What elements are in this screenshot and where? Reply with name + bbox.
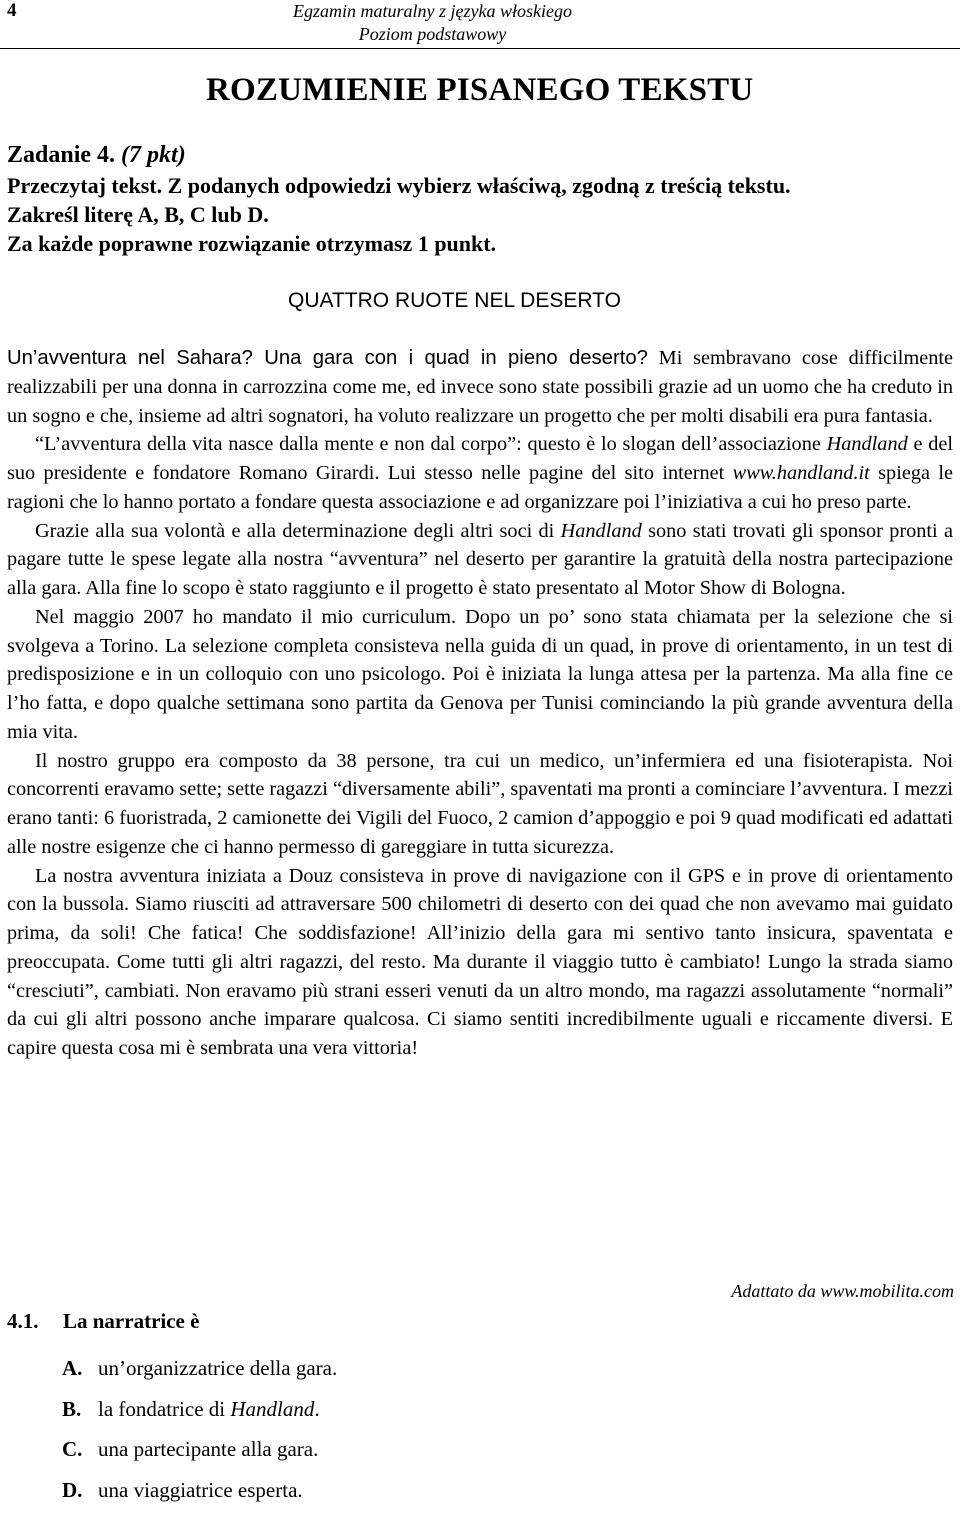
handland-name: Handland xyxy=(561,520,642,542)
page-header xyxy=(293,0,572,46)
exam-title: Egzamin maturalny z języka włoskiego xyxy=(293,0,572,23)
article-paragraph-4: Nel maggio 2007 ho mandato il mio curriculum. Dopo un po’ sono stata chiamata per la selezione che si svolgeva a Torino. La selezione completa consisteva nella guida di un quad, in prove di orientamento, in un test di predisposizione e in un colloquio con uno psicologo. Poi è iniziata la lunga attesa per la partenza. Ma alla fine ce l’ho fatta, e dopo qualche settimana sono partita da Genova per Tunisi cominciando la più grande avventura della mia vita. xyxy=(7,603,953,747)
task-block xyxy=(7,141,952,258)
option-text-end: . xyxy=(314,1397,319,1421)
option-text: una partecipante alla gara. xyxy=(98,1437,318,1461)
task-instruction-2: Zakreśl literę A, B, C lub D. xyxy=(7,200,952,229)
website-url: www.handland.it xyxy=(733,462,870,484)
question-text: La narratrice è xyxy=(63,1309,199,1333)
option-letter: B. xyxy=(62,1392,98,1426)
article-p2-a: “L’avventura della vita nasce dalla mente e non dal corpo”: questo è lo slogan dell’associazione xyxy=(35,433,827,455)
option-b[interactable] xyxy=(62,1392,337,1433)
option-letter: C. xyxy=(62,1432,98,1466)
article-paragraph-6: La nostra avventura iniziata a Douz consisteva in prove di navigazione con il GPS e in prove di orientamento con la bussola. Siamo riusciti ad attraversare 500 chilometri di deserto con dei quad che non avevamo mai guidato prima, da soli! Che fatica! Che soddisfazione! All’inizio della gara mi sentivo tanto insicura, spaventata e preoccupata. Come tutti gli altri ragazzi, del resto. Ma durante il viaggio tutto è cambiato! Lungo la strada siamo “cresciuti”, cambiati. Non eravamo più strani esseri venuti da un altro mondo, ma ragazzi assolutamente “normali” da cui gli altri possono anche imparare qualcosa. Ci siamo sentiti incredibilmente uguali e riccamente diversi. E capire questa cosa mi è sembrata una vera vittoria! xyxy=(7,862,953,1063)
section-title: ROZUMIENIE PISANEGO TEKSTU xyxy=(206,72,753,109)
article-paragraph-3 xyxy=(7,517,953,603)
option-letter: D. xyxy=(62,1473,98,1507)
task-points: (7 pkt) xyxy=(121,142,186,168)
article-paragraph-1 xyxy=(7,344,953,430)
article-p3-a: Grazie alla sua volontà e alla determinazione degli altri soci di xyxy=(35,520,561,542)
article-paragraph-5: Il nostro gruppo era composto da 38 persone, tra cui un medico, un’infermiera ed una fisioterapista. Noi concorrenti eravamo sette; sette ragazzi “diversamente abili”, spaventati ma pronti a cominciare l’avventura. I mezzi erano tanti: 6 fuoristrada, 2 camionette dei Vigili del Fuoco, 2 camion d’appoggio e poi 9 quad modificati ed adattati alle nostre esigenze che ci hanno permesso di gareggiare in tutta sicurezza. xyxy=(7,747,953,862)
option-c[interactable] xyxy=(62,1432,337,1473)
exam-level: Poziom podstawowy xyxy=(293,23,572,46)
source-credit: Adattato da www.mobilita.com xyxy=(731,1281,954,1302)
answer-options xyxy=(62,1351,337,1513)
article-p1-text: Mi sembravano cose difficilmente realizzabili per una donna in carrozzina come me, ed invece sono state possibili grazie ad un uomo che ha creduto in un sogno e che, insieme ad altri sognatori, ha voluto realizzare un progetto che per molti disabili era pura fantasia. xyxy=(7,347,953,427)
task-instruction-1: Przeczytaj tekst. Z podanych odpowiedzi wybierz właściwą, zgodną z treścią tekstu. xyxy=(7,171,952,200)
article xyxy=(7,344,953,1063)
article-paragraph-2 xyxy=(7,430,953,516)
option-text-italic: Handland xyxy=(230,1397,314,1421)
option-text: una viaggiatrice esperta. xyxy=(98,1478,303,1502)
question-stem xyxy=(7,1309,199,1334)
option-letter: A. xyxy=(62,1351,98,1385)
question-number: 4.1. xyxy=(7,1309,63,1334)
article-p2-c: spiega le ragioni che lo hanno portato a fondare questa associazione e ad organizzare poi l’iniziativa a cui ho preso parte. xyxy=(7,462,953,513)
option-text: la fondatrice di xyxy=(98,1397,230,1421)
article-lead: Un’avventura nel Sahara? Una gara con i quad in pieno deserto? xyxy=(7,347,648,369)
handland-name: Handland xyxy=(827,433,908,455)
article-p2-b: e del suo presidente e fondatore Romano Girardi. Lui stesso nelle pagine del sito internet xyxy=(7,433,953,484)
option-a[interactable] xyxy=(62,1351,337,1392)
task-title xyxy=(7,141,952,170)
task-instruction-3: Za każde poprawne rozwiązanie otrzymasz 1 punkt. xyxy=(7,229,952,258)
page-number: 4 xyxy=(7,0,17,22)
header-rule xyxy=(0,48,960,49)
text-title: QUATTRO RUOTE NEL DESERTO xyxy=(288,289,621,313)
task-number: Zadanie 4. xyxy=(7,142,115,168)
option-text: un’organizzatrice della gara. xyxy=(98,1356,337,1380)
option-d[interactable] xyxy=(62,1473,337,1513)
article-p3-b: sono stati trovati gli sponsor pronti a pagare tutte le spese legate alla nostra “avventura” nel deserto per garantire la gratuità della nostra partecipazione alla gara. Alla fine lo scopo è stato raggiunto e il progetto è stato presentato al Motor Show di Bologna. xyxy=(7,520,953,600)
